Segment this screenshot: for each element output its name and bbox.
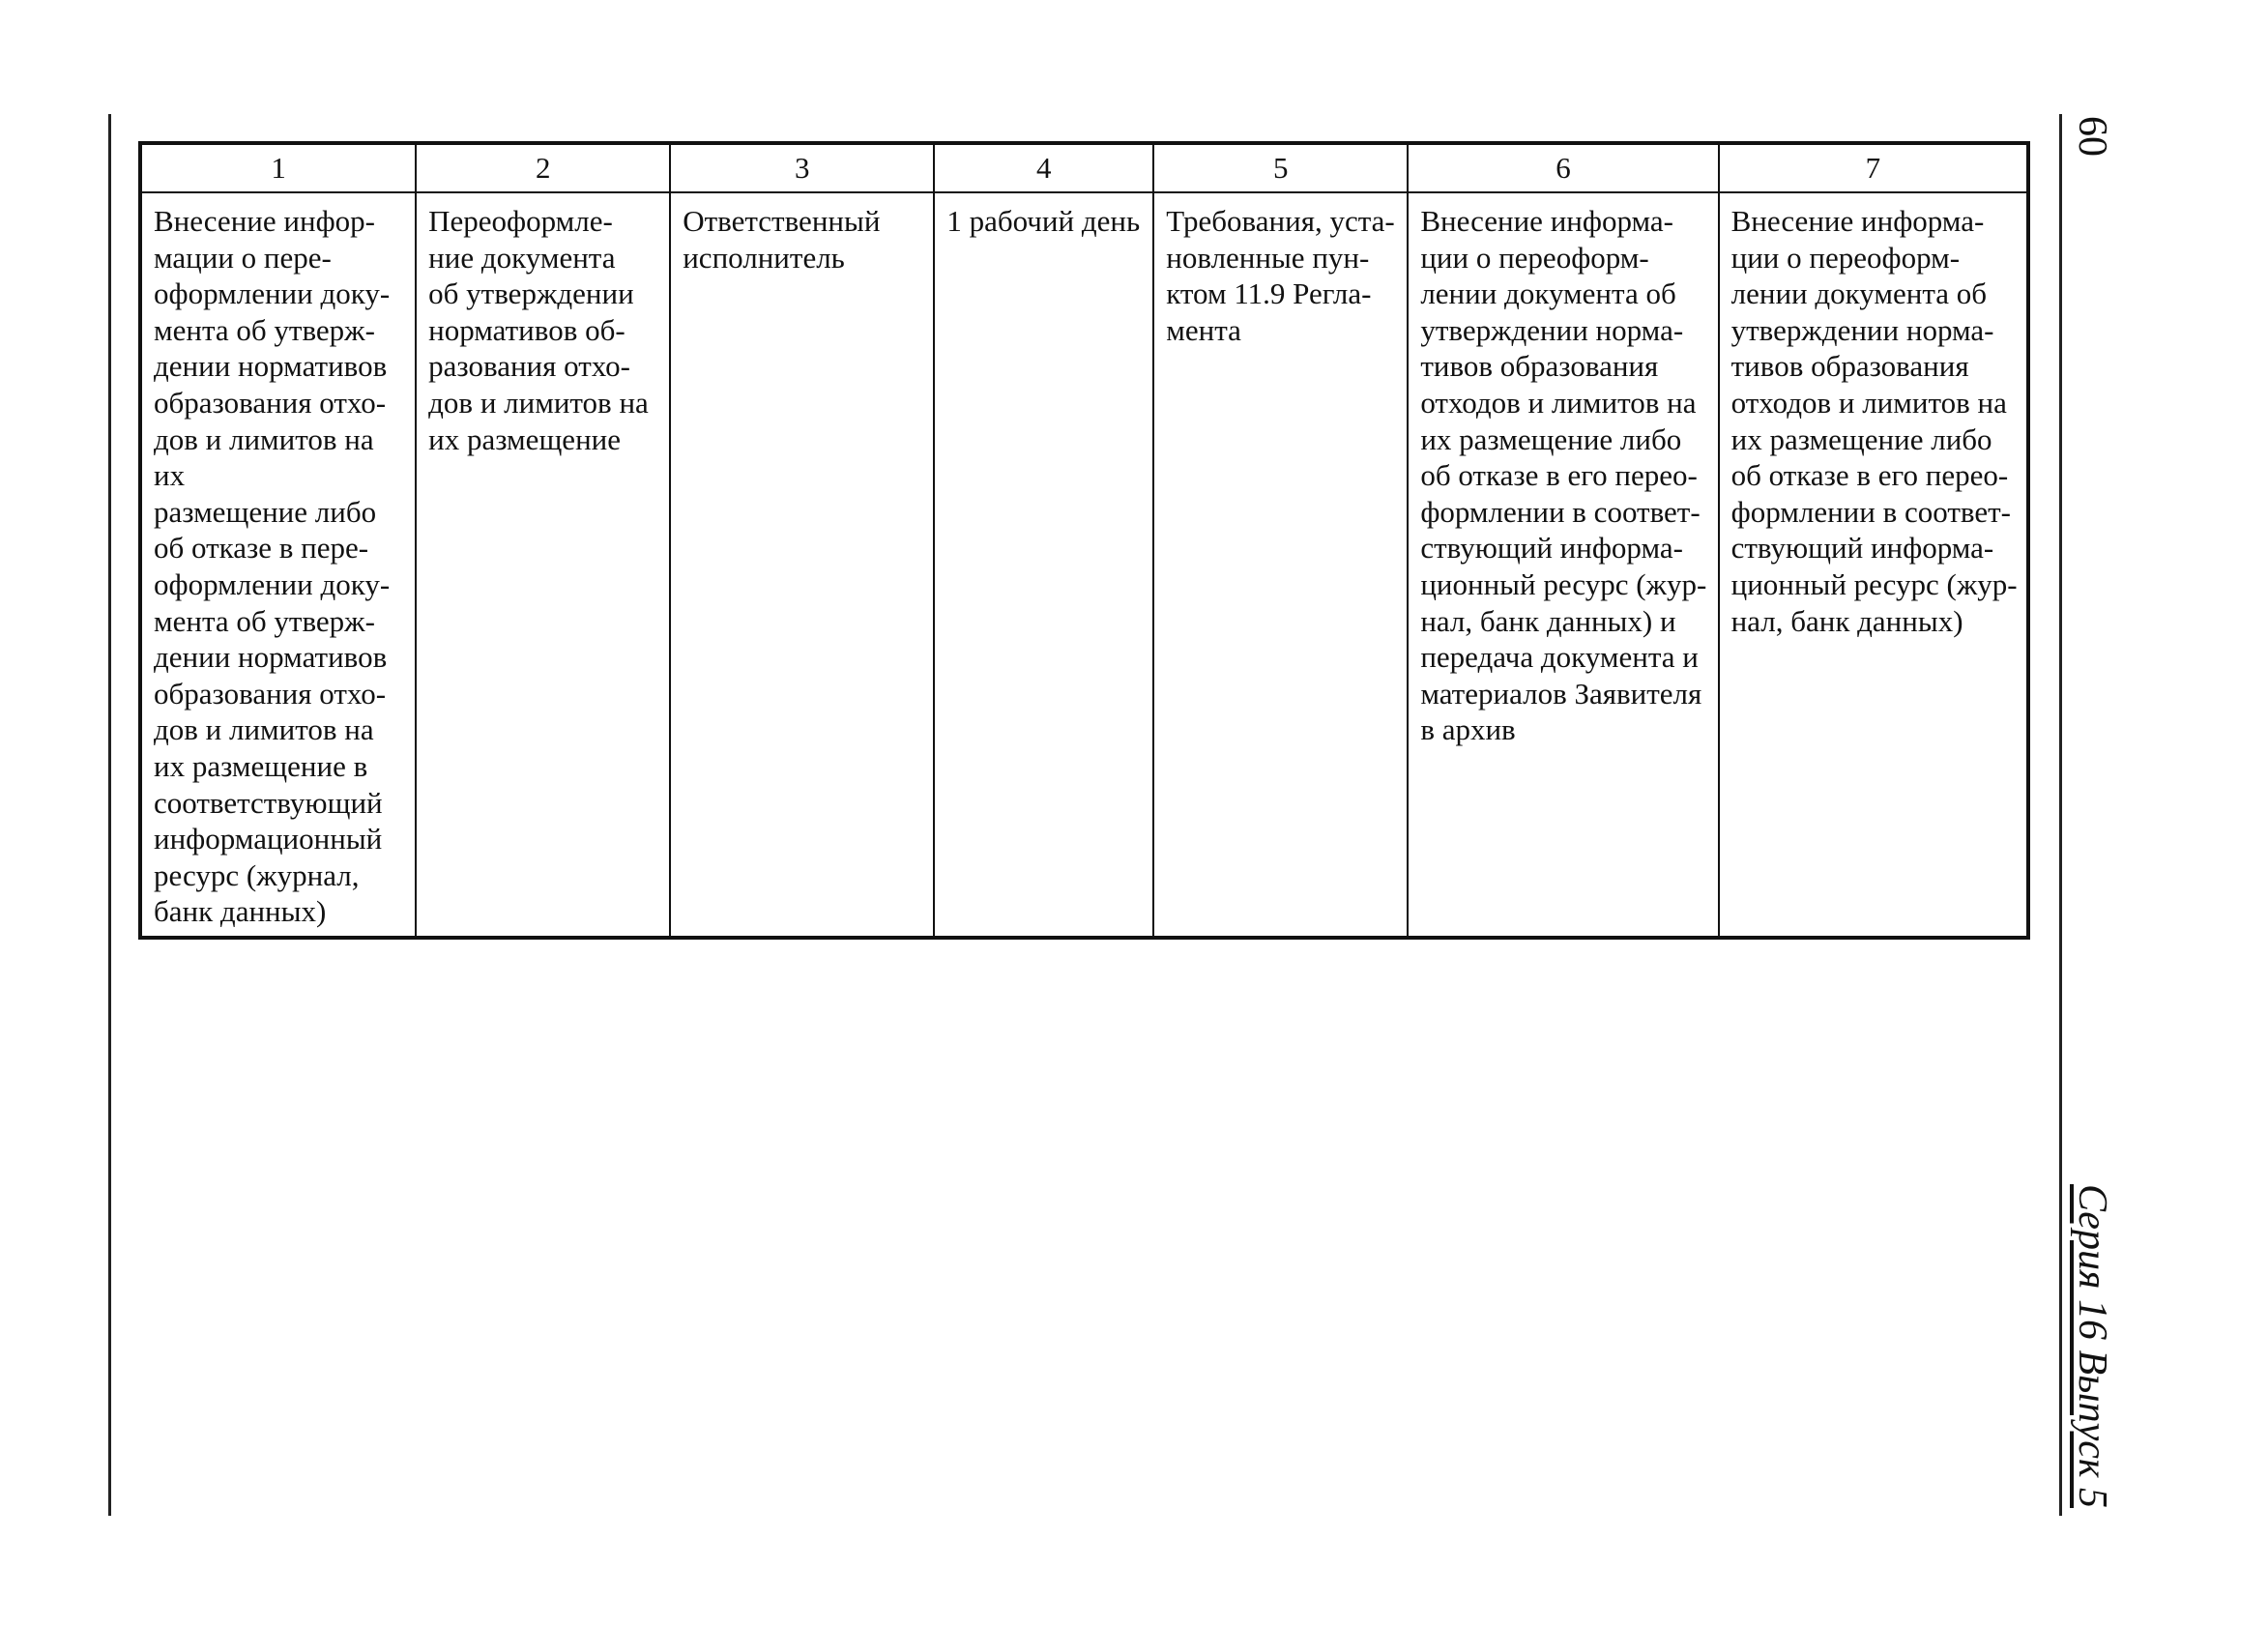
cell-responsible xyxy=(670,192,934,938)
column-number-5: 5 xyxy=(1153,143,1408,192)
cell-basis xyxy=(416,192,670,938)
cell-requirements xyxy=(1153,192,1408,938)
cell-text: Внесение информа- ции о переоформ- лении документа об утверждении норма- тивов образования отходов и лимитов на их размещение либо об отказе в его перео- формлении в соответ- ствующий информа- ционный ресурс (жур- нал, банк данных) и передача документа и материалов Заявителя в архив xyxy=(1420,204,1707,747)
procedure-table xyxy=(138,141,2030,940)
column-number-1: 1 xyxy=(140,143,416,192)
column-number-7: 7 xyxy=(1719,143,2028,192)
column-number-3: 3 xyxy=(670,143,934,192)
cell-duration xyxy=(934,192,1153,938)
right-margin-rule xyxy=(2059,114,2062,1516)
cell-text: Ответственный исполнитель xyxy=(683,204,881,275)
table-header-row xyxy=(140,143,2028,192)
column-number-2: 2 xyxy=(416,143,670,192)
cell-recording xyxy=(1719,192,2028,938)
column-number-4: 4 xyxy=(934,143,1153,192)
cell-text: Внесение инфор- мации о пере- оформлении доку- мента об утверж- дении нормативов образования отхо- дов и лимитов на их размещение либо об отказе в пере- оформлении доку- мента об утверж- дении нормативов образования отхо- дов и лимитов на их размещение в соответствующий информационный ресурс (журнал, банк данных) xyxy=(154,204,391,929)
series-caption: Серия 16 Выпуск 5 xyxy=(2070,1184,2114,1508)
column-number-6: 6 xyxy=(1408,143,1718,192)
cell-result xyxy=(1408,192,1718,938)
cell-text: Внесение информа- ции о переоформ- лении документа об утверждении норма- тивов образования отходов и лимитов на их размещение либо об отказе в его перео- формлении в соответ- ствующий информа- ционный ресурс (жур- нал, банк данных) xyxy=(1730,204,2018,638)
cell-text: Требования, уста- новленные пун- ктом 11.9 Регла- мента xyxy=(1166,204,1395,347)
cell-text: Переоформле- ние документа об утверждении нормативов об- разования отхо- дов и лимитов на их размещение xyxy=(428,204,649,456)
cell-action xyxy=(140,192,416,938)
left-margin-rule xyxy=(108,114,111,1516)
table-row xyxy=(140,192,2028,938)
cell-text: 1 рабочий день xyxy=(946,204,1141,238)
page-number: 60 xyxy=(2070,116,2114,157)
